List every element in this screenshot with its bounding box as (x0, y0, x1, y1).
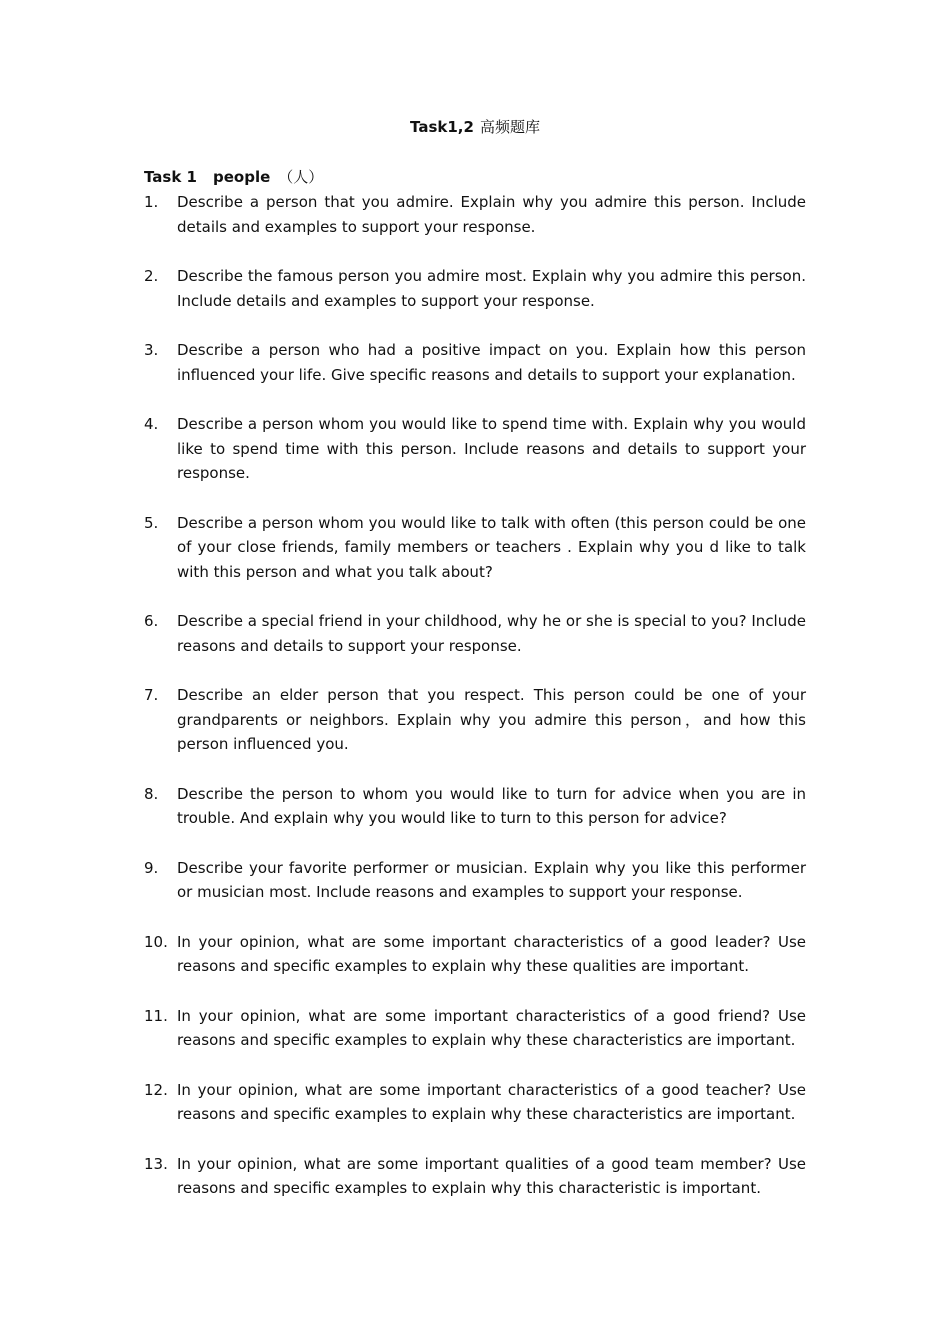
question-item (144, 683, 806, 757)
question-number: 4. (144, 415, 159, 433)
question-item (144, 609, 806, 658)
question-text: Describe the famous person you admire most. Explain why you admire this person. Include details and examples to support your response. (177, 267, 806, 310)
question-text: Describe an elder person that you respect. This person could be one of your grandparents or neighbors. Explain why you admire this person，and how this person influenced you. (177, 686, 806, 753)
question-number: 2. (144, 267, 159, 285)
question-text: Describe a person who had a positive impact on you. Explain how this person influenced your life. Give specific reasons and details to support your explanation. (177, 341, 806, 384)
question-item (144, 412, 806, 486)
question-item (144, 1078, 806, 1127)
question-text: Describe a person whom you would like to talk with often (this person could be one of your close friends, family members or teachers . Explain why you d like to talk with this person and what you talk about? (177, 513, 806, 581)
title-prefix: Task1,2 (410, 118, 474, 136)
question-text: Describe a person whom you would like to spend time with. Explain why you would like to spend time with this person. Include reasons and details to support your response. (177, 415, 806, 482)
question-number: 9. (144, 858, 159, 877)
question-item (144, 856, 806, 905)
question-text: In your opinion, what are some important qualities of a good team member? Use reasons and specific examples to explain why this characteristic is important. (177, 1154, 806, 1197)
question-number: 10. (144, 932, 168, 951)
question-item (144, 1004, 806, 1053)
question-item (144, 782, 806, 831)
question-item (144, 930, 806, 979)
question-item (144, 1152, 806, 1201)
question-number: 6. (144, 612, 159, 630)
question-item (144, 264, 806, 313)
question-text: Describe your favorite performer or musician. Explain why you like this performer or musician most. Include reasons and examples to support your response. (177, 858, 806, 901)
question-number: 3. (144, 341, 159, 359)
question-text: In your opinion, what are some important characteristics of a good leader? Use reasons and specific examples to explain why these qualities are important. (177, 932, 806, 975)
question-item (144, 190, 806, 239)
question-number: 13. (144, 1154, 168, 1173)
topic-label: people (212, 168, 271, 186)
question-text: Describe a special friend in your childhood, why he or she is special to you? Include reasons and details to support your response. (177, 612, 806, 655)
question-number: 8. (144, 784, 159, 803)
question-text: Describe the person to whom you would like to turn for advice when you are in trouble. And explain why you would like to turn to this person for advice? (177, 784, 806, 827)
question-number: 1. (144, 193, 159, 211)
question-text: Describe a person that you admire. Explain why you admire this person. Include details and examples to support your response. (177, 193, 806, 236)
section-heading (144, 165, 323, 189)
question-number: 7. (144, 686, 159, 704)
question-text: In your opinion, what are some important characteristics of a good teacher? Use reasons and specific examples to explain why these characteristics are important. (177, 1080, 806, 1123)
title-cjk: 高频题库 (479, 118, 540, 136)
question-item (144, 338, 806, 387)
question-list (144, 190, 806, 1226)
question-number: 5. (144, 513, 159, 532)
task-label: Task 1 (144, 168, 197, 186)
question-number: 11. (144, 1006, 168, 1025)
question-number: 12. (144, 1080, 168, 1099)
question-item (144, 511, 806, 585)
page-title (0, 115, 950, 139)
question-text: In your opinion, what are some important characteristics of a good friend? Use reasons and specific examples to explain why these characteristics are important. (177, 1006, 806, 1049)
topic-cjk: （人） (278, 168, 324, 186)
